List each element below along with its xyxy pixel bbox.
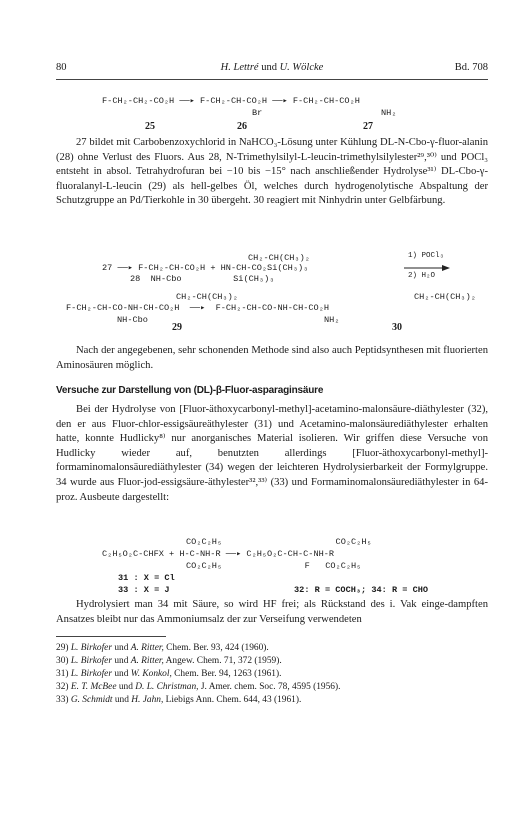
- paragraph-3: [56, 403, 488, 505]
- footnotes: [56, 642, 496, 707]
- footnote-author: E. T. McBee: [70, 682, 117, 692]
- volume-label: Bd. 708: [454, 62, 488, 73]
- footnote-author2: D. L. Christman,: [135, 682, 199, 692]
- footnote-and: und: [114, 643, 129, 653]
- scheme3-x31: 31 : X = Cl: [118, 573, 175, 583]
- footnote-author2: A. Ritter,: [130, 643, 164, 653]
- footnote-30: [56, 655, 496, 668]
- scheme3-main: C₂H₅O₂C-CHFX + H-C-NH-R ──▸ C₂H₅O₂C-CH-C-NH-R: [102, 549, 335, 559]
- author-a: H. Lettré: [220, 62, 259, 73]
- footnote-number: 29): [56, 643, 69, 653]
- paragraph-1-text: 27 bildet mit Carbobenzoxychlorid in NaHCO₃-Lösung unter Kühlung DL-N-Cbo-γ-fluor-alanin (28) ohne Verlust des Fluors. Aus 28, N-Trimethylsilyl-L-leucin-trimethylsilylester²⁹,³⁰⁾ und POCl₃ entsteht in absol. Tetrahydrofuran bei −10 bis −15° nach anschließender Hydrolyse³¹⁾ DL-Cbo-γ-fluoralanyl-L-leucin (29) als hell-gelbes Öl, welches durch hydrogenolytische Abspaltung der Schutzgruppe an Pd/Tierkohle in 30 übergeht. 30 reagiert mit Ninhydrin unter Gelbfärbung.: [56, 137, 488, 207]
- footnote-author: L. Birkofer: [70, 669, 112, 679]
- paragraph-3-text: Bei der Hydrolyse von [Fluor-äthoxycarbonyl-methyl]-acetamino-malonsäure-diäthylester (32), den er aus Fluor-chlor-essigsäureäthylester (31) und Acetamino-malonsäurediäthylester erhalten hatte, konnte Hudlicky⁸⁾ nur anorganisches Material isolieren. Wir griffen diese Versuche von Hudlicky wieder auf, benutzten allerdings [Fluor-äthoxycarbonyl-methyl]-formaminomalonsäurediäthylester (34) wegen der leichteren Hydrolysierbarkeit der Formylgruppe. 34 wurde aus Fluor-jod-essigsäure-äthylester³²,³³⁾ (33) und Formaminomalonsäurediäthylester in 64-proz. Ausbeute dargestellt:: [56, 404, 488, 503]
- scheme3-x33: 33 : X = J: [118, 585, 170, 595]
- footnote-ref: Chem. Ber. 93, 424 (1960).: [166, 643, 269, 653]
- scheme2-cond1: 1) POCl₃: [408, 252, 445, 260]
- footnote-and: und: [118, 682, 133, 692]
- scheme2-main2: F-CH₂-CH-CO-NH-CH-CO₂H ──▸ F-CH₂-CH-CO-NH-CH-CO₂H: [66, 303, 330, 313]
- scheme2-main: 27 ──▸ F-CH₂-CH-CO₂H + HN-CH-CO₂Si(CH₃)₃: [102, 263, 309, 273]
- footnote-29: [56, 642, 496, 655]
- scheme2-top2b: CH₂-CH(CH₃)₂: [414, 292, 476, 302]
- footnote-and: und: [114, 656, 129, 666]
- footnote-ref: Chem. Ber. 94, 1263 (1961).: [174, 669, 282, 679]
- scheme2-sub2a: NH-Cbo: [117, 315, 148, 325]
- section-heading: Versuche zur Darstellung von (DL)-β-Fluor-asparaginsäure: [56, 385, 324, 396]
- footnote-separator: [56, 636, 166, 637]
- footnote-author2: H. Jahn,: [131, 695, 164, 705]
- scheme2-top2a: CH₂-CH(CH₃)₂: [176, 292, 238, 302]
- footnote-and: und: [114, 669, 129, 679]
- author-and: und: [261, 62, 277, 73]
- footnote-and: und: [114, 695, 129, 705]
- footnote-ref: J. Amer. chem. Soc. 78, 4595 (1956).: [200, 682, 341, 692]
- paragraph-2-text: Nach der angegebenen, sehr schonenden Methode sind also auch Peptidsynthesen mit fluorierten Aminosäuren möglich.: [56, 345, 488, 371]
- footnote-number: 30): [56, 656, 69, 666]
- footnote-ref: Liebigs Ann. Chem. 644, 43 (1961).: [165, 695, 302, 705]
- footnote-author: L. Birkofer: [70, 643, 112, 653]
- running-title: [56, 62, 488, 73]
- scheme2-sub2b: NH₂: [324, 315, 340, 325]
- header-rule: [56, 79, 488, 80]
- footnote-number: 33): [56, 695, 69, 705]
- footnote-ref: Angew. Chem. 71, 372 (1959).: [165, 656, 282, 666]
- author-b: U. Wölcke: [279, 62, 324, 73]
- scheme2-top: CH₂-CH(CH₃)₂: [248, 253, 310, 263]
- scheme2-sub: 28 NH-Cbo Si(CH₃)₃: [130, 274, 275, 284]
- footnote-author: L. Birkofer: [70, 656, 112, 666]
- compound-29: 29: [172, 322, 182, 333]
- compound-26: 26: [237, 121, 247, 132]
- paragraph-2: [56, 344, 488, 373]
- scheme1-br: Br: [252, 108, 263, 118]
- footnote-32: [56, 681, 496, 694]
- compound-27: 27: [363, 121, 373, 132]
- footnote-author: G. Schmidt: [70, 695, 113, 705]
- footnote-number: 32): [56, 682, 69, 692]
- scheme1-nh2: NH₂: [381, 108, 397, 118]
- paragraph-4-text: Hydrolysiert man 34 mit Säure, so wird HF frei; als Rückstand des i. Vak einge-dampften Ansatzes bleibt nur das Ammoniumsalz der zur Verseifung verwendeten: [56, 599, 488, 625]
- footnote-33: [56, 694, 496, 707]
- scheme1-line: F-CH₂-CH₂-CO₂H ──▸ F-CH₂-CH-CO₂H ──▸ F-CH₂-CH-CO₂H: [102, 96, 360, 106]
- paragraph-1: [56, 136, 488, 209]
- scheme3-top: CO₂C₂H₅ CO₂C₂H₅: [186, 537, 372, 547]
- footnote-31: [56, 668, 496, 681]
- scheme2-cond2: 2) H₂O: [408, 272, 436, 280]
- compound-30: 30: [392, 322, 402, 333]
- footnote-number: 31): [56, 669, 69, 679]
- scheme3-bottom: CO₂C₂H₅ F CO₂C₂H₅: [186, 561, 362, 571]
- compound-25: 25: [145, 121, 155, 132]
- paragraph-4: [56, 598, 488, 627]
- footnote-author2: A. Ritter,: [130, 656, 164, 666]
- page-number: 80: [56, 62, 67, 73]
- scheme3-r32: 32: R = COCH₃; 34: R = CHO: [294, 585, 429, 595]
- footnote-author2: W. Konkol,: [130, 669, 172, 679]
- reaction-arrow-icon: [402, 262, 452, 274]
- running-header: [56, 62, 488, 78]
